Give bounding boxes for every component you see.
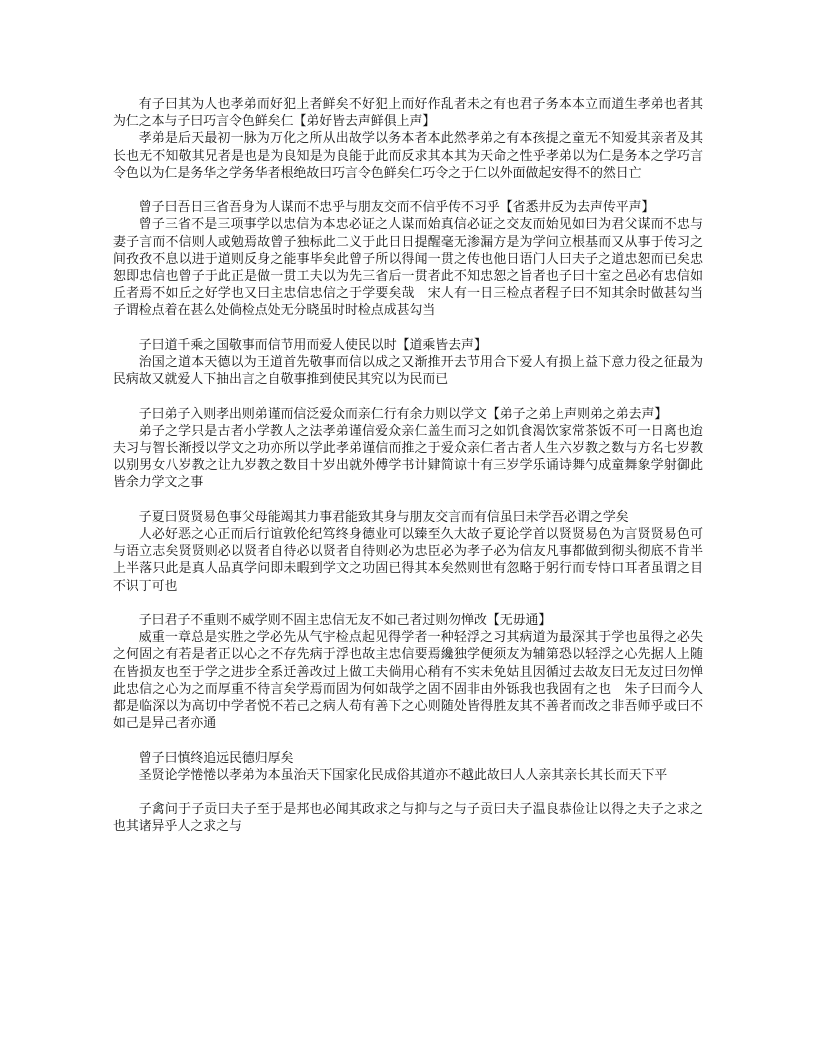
- section-8-heading-paragraph: 子禽问于子贡曰夫子至于是邦也必闻其政求之与抑与之与子贡曰夫子温良恭俭让以得之夫子之求之也其诸异乎人之求之与: [113, 802, 703, 835]
- section-5: [113, 509, 703, 595]
- section-1: [113, 96, 703, 182]
- section-7-commentary-paragraph: 圣贤论学惓惓以孝弟为本虽治天下国家化民成俗其道亦不越此故曰人人亲其亲长其长而天下平: [138, 767, 668, 783]
- section-8: [113, 801, 703, 835]
- section-2-heading-paragraph: 曾子曰吾日三省吾身为人谋而不忠乎与朋友交而不信乎传不习乎【省悉井反为去声传平声】: [138, 200, 655, 216]
- section-3-heading-paragraph: 子曰道千乘之国敬事而信节用而爱人使民以时【道乘皆去声】: [138, 337, 487, 353]
- section-1-heading-paragraph: 有子曰其为人也孝弟而好犯上者鲜矣不好犯上而好作乱者未之有也君子务本本立而道生孝弟也者其为仁之本与子曰巧言令色鲜矣仁【弟好皆去声鲜俱上声】: [113, 97, 703, 130]
- section-2-commentary-paragraph: 曾子三省不是三项事学以忠信为本忠必证之人谋而始真信必证之交友而始见如曰为君父谋而不忠与妻子言而不信则人或勉焉故曾子独标此二义于此日日提醒毫无渗漏方是为学问立根基而又从事于传习之间孜孜不息以进于道则反身之能事毕矣此曾子所以得闻一贯之传也他日语门人曰夫子之道忠恕而已矣忠恕即忠信也曾子于此正是做一贯工夫以为先三省后一贯者此不知忠恕之旨者也子曰十室之邑必有忠信如丘者焉不如丘之好学也又曰主忠信忠信之于学要矣哉 宋人有一日三检点者程子曰不知其余时做甚勾当子谓检点着在甚么处倘检点处无分晓虽时时检点成甚勾当: [113, 217, 703, 319]
- section-5-heading-paragraph: 子夏曰贤贤易色事父母能竭其力事君能致其身与朋友交言而有信虽曰未学吾必谓之学矣: [138, 509, 629, 525]
- section-7-heading-paragraph: 曾子曰慎终追远民德归厚矣: [138, 750, 294, 766]
- section-6: [113, 612, 703, 732]
- section-4: [113, 406, 703, 492]
- section-7: [113, 750, 703, 784]
- section-2: [113, 199, 703, 319]
- section-5-commentary-paragraph: 人必好恶之心正而后行谊敦伦纪笃终身德业可以臻至久大故子夏论学首以贤贤易色为言贤贤易色可与语立志矣贤贤则必以贤者自待必以贤者自待则必为忠臣必为孝子必为信友凡事都做到彻头彻底不肯半上半落只此是真人品真学问即未暇到学文之功固已得其本矣然则世有忽略于躬行而专恃口耳者虽谓之目不识丁可也: [113, 527, 703, 594]
- section-1-commentary-paragraph: 孝弟是后天最初一脉为万化之所从出故学以务本者本此然孝弟之有本孩提之童无不知爱其亲者及其长也无不知敬其兄者是也是为良知是为良能于此而反求其本其为天命之性乎孝弟以为仁是务本之学巧言令色以为仁是务华之学务华者根绝故曰巧言令色鲜矣仁巧令之于仁以外面做起安得不的然日亡: [113, 131, 703, 181]
- section-4-heading-paragraph: 子曰弟子入则孝出则弟谨而信泛爱众而亲仁行有余力则以学文【弟子之弟上声则弟之弟去声】: [138, 406, 668, 422]
- section-3: [113, 337, 703, 389]
- document-body: [113, 96, 703, 853]
- section-6-commentary-paragraph: 威重一章总是实胜之学必先从气宇检点起见得学者一种轻浮之习其病道为最深其于学也虽得之必失之何固之有若是者正以心之不存先病于浮也故主忠信要焉纔独学便须友为辅第恐以轻浮之心先据人上随在皆损友也至于学之进步全系迁善改过上做工夫倘用心稍有不实未免姑且因循过去故友曰无友过曰勿惮此忠信之心为之而厚重不待言矣学焉而固为何如哉学之固不固非由外铄我也我固有之也 朱子曰而今人都是临深以为高切中学者悦不若己之病人苟有善下之心则随处皆得胜友其不善者而改之非吾师乎或曰不如己是异己者亦通: [113, 630, 703, 732]
- section-3-commentary-paragraph: 治国之道本天德以为王道首先敬事而信以成之又渐推开去节用合下爱人有损上益下意力役之征最为民病故又就爱人下抽出言之自敬事推到使民其究以为民而已: [113, 355, 703, 388]
- section-6-heading-paragraph: 子曰君子不重则不威学则不固主忠信无友不如己者过则勿惮改【无毋通】: [138, 613, 552, 629]
- section-4-commentary-paragraph: 弟子之学只是古者小学教人之法孝弟谨信爱众亲仁盖生而习之如饥食渴饮家常茶饭不可一日离也迨夫习与智长渐授以学文之功亦所以学此孝弟谨信而推之于爱众亲仁者古者人生六岁教之数与方名七岁教以别男女八岁教之让九岁教之数目十岁出就外傅学书计肄简谅十有三岁学乐诵诗舞勺成童舞象学射御此皆余力学文之事: [113, 423, 703, 491]
